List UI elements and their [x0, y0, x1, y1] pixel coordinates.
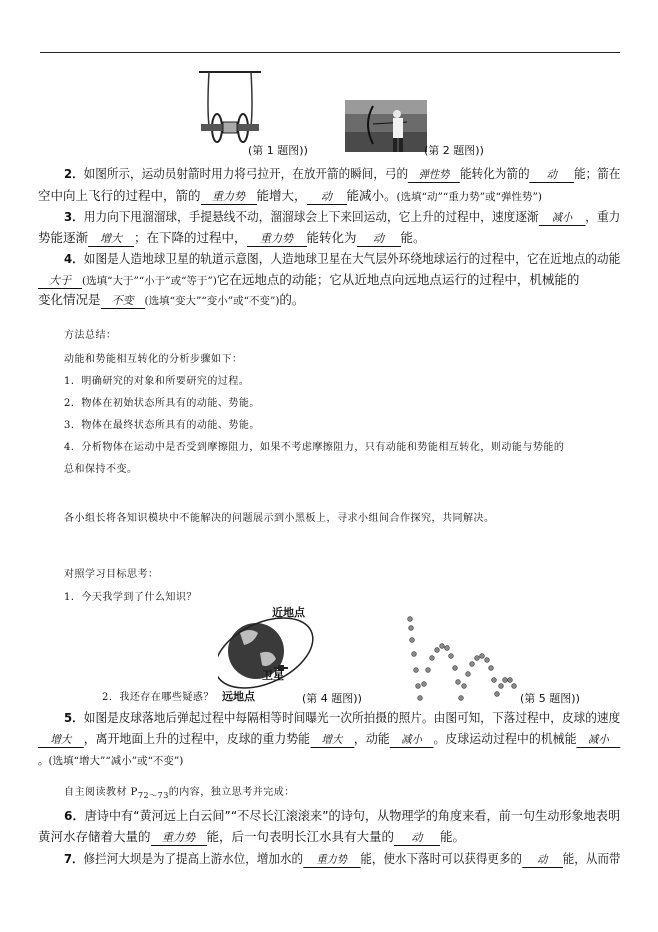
q2-text-2b: 能增大，: [256, 188, 307, 203]
q6-text-2b: 能，后一句表明长江水具有大量的: [206, 829, 395, 844]
q6-text-2c: 能。: [440, 829, 466, 844]
q2-answer-4: 动: [307, 189, 347, 205]
q5-line3: [38, 750, 183, 771]
q7-text-1c: 能，从而带: [562, 851, 621, 866]
q4-text-2b: 它在远地点的动能；它从近地点向远地点运行的过程中，机械能的: [216, 272, 580, 287]
q5-number: 5．: [64, 710, 84, 725]
q4-text-3a: 变化情况是: [38, 292, 101, 307]
reflect-question-1: 1．今天我学到了什么知识？: [64, 592, 197, 603]
q6-number: 6．: [64, 808, 85, 823]
archer-photo: [345, 100, 427, 152]
q6-line1: [64, 806, 620, 825]
q2-answer-2: 动: [530, 167, 574, 183]
method-item-4: 4．分析物体在运动中是否受到摩擦阻力，如果不考虑摩擦阻力，只有动能和势能相互转化，则动能与势能的: [64, 442, 565, 453]
q7-text-1b: 能，使水下落时可以获得更多的: [360, 851, 523, 866]
header-rule: [40, 52, 620, 53]
method-item-2: 2．物体在初始状态所具有的动能、势能。: [64, 398, 260, 409]
q3-answer-1: 减小: [539, 210, 586, 226]
q5-line2: [38, 729, 620, 748]
q3-number: 3．: [64, 209, 84, 224]
q2-answer-1: 弹性势: [408, 167, 460, 183]
q2-note: (选填“动”“重力势”或“弹性势”): [396, 191, 542, 203]
method-item-1: 1．明确研究的对象和所要研究的过程。: [64, 376, 250, 387]
self-read-pre: 自主阅读教材 P: [64, 787, 138, 798]
q5-text-2c: 。皮球运动过程中的机械能: [433, 731, 577, 746]
method-item-3: 3．物体在最终状态所具有的动能、势能。: [64, 420, 260, 431]
q5-text-1: 如图是皮球落地后弹起过程中每隔相等时间曝光一次所拍摄的照片。由图可知，下落过程中，皮球的速度: [83, 710, 621, 725]
q2-text-2a: 空中向上飞行的过程中，箭的: [38, 188, 201, 203]
method-title: 方法总结：: [64, 330, 117, 341]
q4-answer-1: 大于: [38, 273, 82, 289]
q6-text-2a: 黄河水存储着大量的: [38, 829, 151, 844]
q3-text-2d: 能。: [400, 230, 426, 245]
q6-line2: [38, 827, 465, 846]
q4-line2: [38, 270, 579, 291]
q2-line1: [64, 164, 620, 183]
q5-note: 。(选填“增大”“减小”或“不变”): [38, 755, 184, 767]
q6-text-1: 唐诗中有“黄河远上白云间”“不尽长江滚滚来”的诗句，从物理学的角度来看，前一句生动形象地表明: [84, 808, 621, 823]
fig4-label-satellite: 卫星: [262, 669, 284, 682]
q5-answer-3: 减小: [390, 732, 434, 748]
fig5-caption: (第 5 题图)): [520, 692, 580, 705]
fig4-label-far: 远地点: [222, 690, 255, 703]
q4-text-1: 如图是人造地球卫星的轨道示意图，人造地球卫星在大气层外环绕地球运行的过程中，它在近地点的动能: [83, 251, 621, 266]
q4-text-3b: 的。: [279, 292, 305, 307]
self-read-note: [64, 783, 295, 805]
fig2-caption: (第 2 题图)): [424, 144, 484, 157]
q3-line1: [64, 207, 620, 226]
q2-text-1c: 能；箭在: [574, 166, 621, 181]
q7-text-1a: 修拦河大坝是为了提高上游水位，增加水的: [83, 851, 304, 866]
fig4-caption: (第 4 题图)): [302, 692, 362, 705]
q6-answer-2: 动: [394, 830, 440, 846]
q5-answer-4: 减小: [576, 732, 620, 748]
q3-answer-3: 重力势: [247, 231, 307, 247]
fig4-label-near: 近地点: [272, 606, 305, 619]
group-note: 各小组长将各知识模块中不能解决的问题展示到小黑板上，寻求小组间合作探究，共同解决。: [64, 513, 495, 524]
q4-line3: [38, 290, 304, 311]
method-intro: 动能和势能相互转化的分析步骤如下：: [64, 354, 243, 365]
bouncing-ball-figure: [406, 614, 518, 702]
q7-number: 7．: [64, 851, 84, 866]
q2-text-2c: 能减小。: [346, 188, 397, 203]
self-read-pages: 72～73: [137, 791, 169, 800]
q7-answer-1: 重力势: [303, 852, 360, 868]
q5-answer-2: 增大: [310, 732, 354, 748]
q5-text-2b: ，动能: [353, 731, 390, 746]
yoyo-figure: [195, 68, 265, 150]
q4-answer-2: 不变: [101, 293, 145, 309]
q3-line2: [38, 228, 426, 247]
q3-text-2a: 势能逐渐: [38, 230, 89, 245]
q2-answer-3: 重力势: [201, 189, 257, 205]
reflect-title: 对照学习目标思考：: [64, 569, 159, 580]
q2-text-1b: 能转化为箭的: [460, 166, 530, 181]
q4-note-2: (选填“变大”“变小”或“不变”): [144, 295, 280, 307]
q3-answer-2: 增大: [88, 231, 134, 247]
self-read-post: 的内容，独立思考并完成：: [168, 787, 295, 798]
fig1-caption: (第 1 题图)): [248, 144, 308, 157]
q5-text-2a: ，离开地面上升的过程中，皮球的重力势能: [83, 731, 311, 746]
q5-answer-1: 增大: [38, 732, 84, 748]
method-item-4-cont: 总和保持不变。: [64, 464, 138, 475]
q4-number: 4．: [64, 251, 84, 266]
q3-text-1b: ，重力: [585, 209, 621, 224]
reflect-question-2: 2．我还存在哪些疑惑？: [102, 692, 214, 703]
q2-line2: [38, 186, 542, 207]
q7-answer-2: 动: [522, 852, 563, 868]
q2-text-1a: 如图所示，运动员射箭时用力将弓拉开，在放开箭的瞬间，弓的: [83, 166, 409, 181]
q7-line1: [64, 849, 620, 868]
q4-note-1: (选填“大于”“小于”或“等于”): [82, 275, 217, 287]
q6-answer-1: 重力势: [151, 830, 207, 846]
q5-line1: [64, 708, 620, 727]
q4-line1: [64, 249, 620, 268]
q3-text-2c: 能转化为: [306, 230, 357, 245]
q3-answer-4: 动: [357, 231, 401, 247]
q3-text-1a: 用力向下甩溜溜球，手提悬线不动，溜溜球会上下来回运动，它上升的过程中，速度逐渐: [83, 209, 539, 224]
q2-number: 2．: [64, 166, 84, 181]
q3-text-2b: ；在下降的过程中，: [134, 230, 247, 245]
